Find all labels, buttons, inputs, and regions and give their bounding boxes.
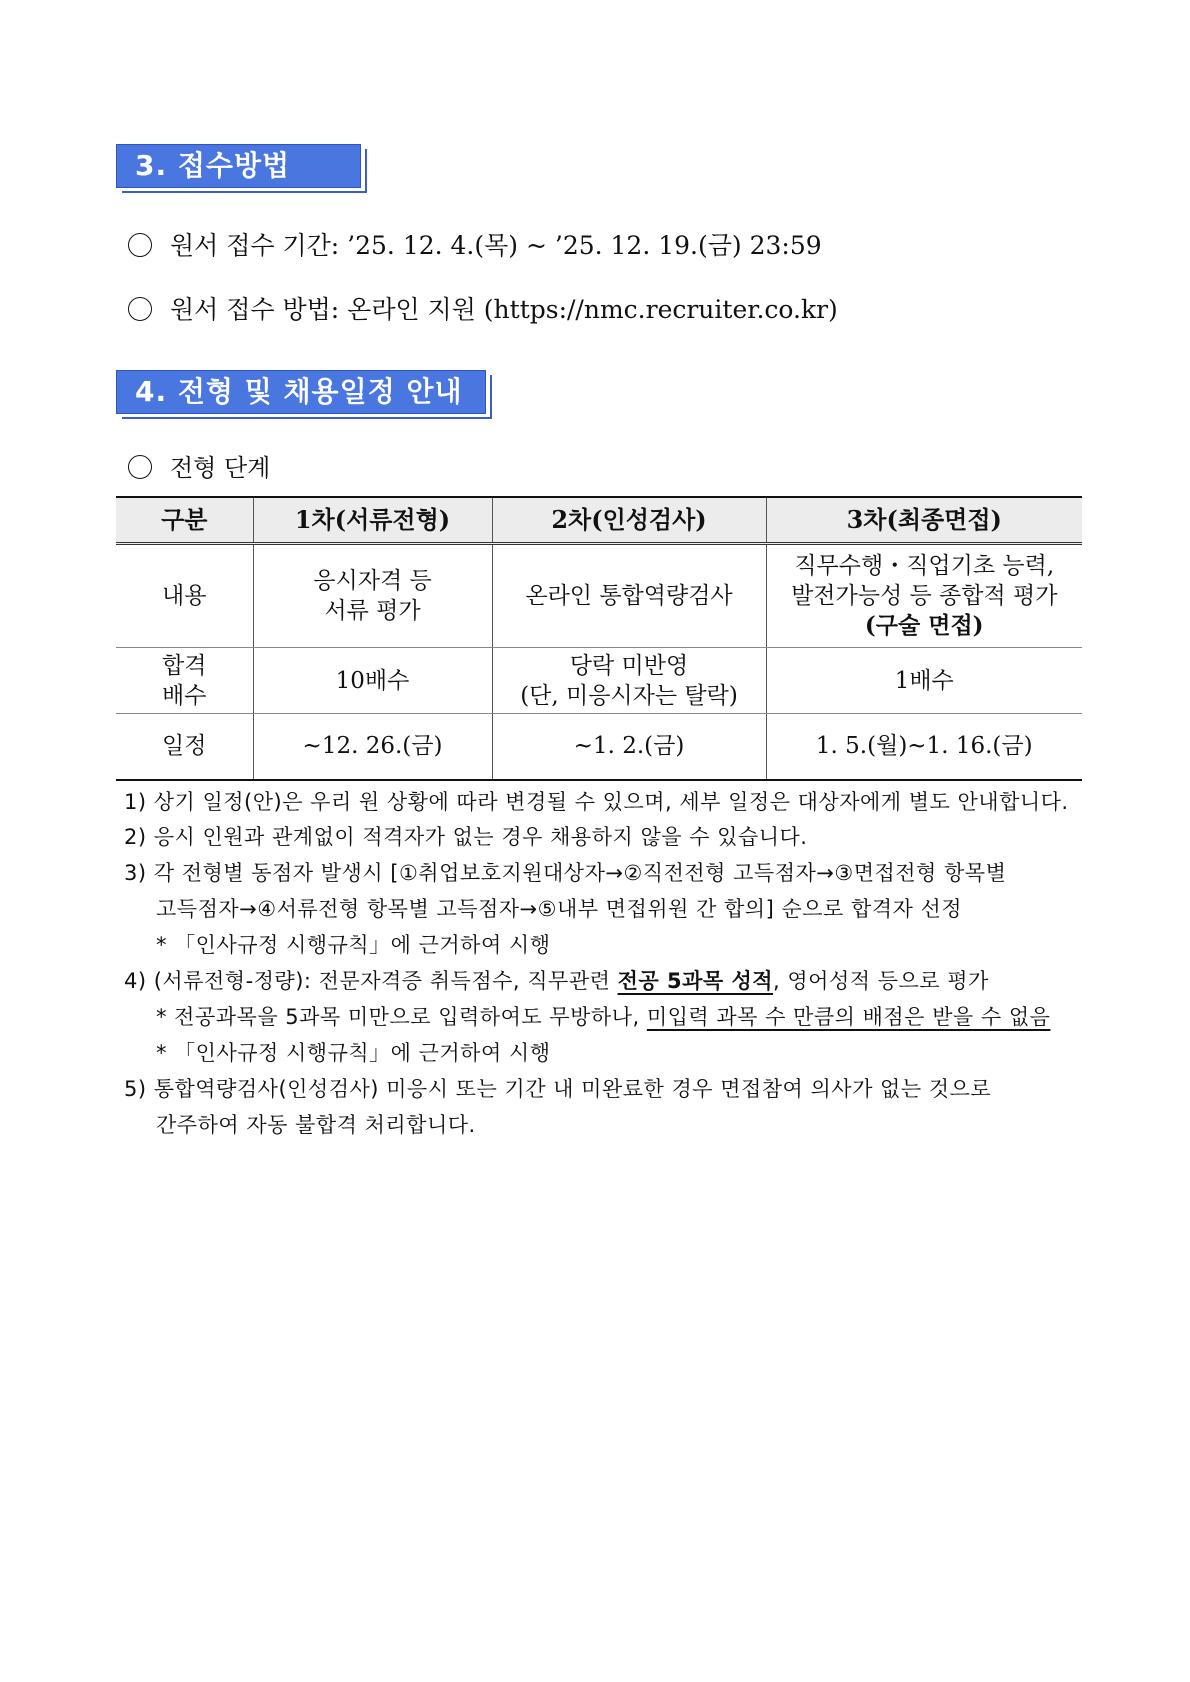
header-category: 구분 (116, 497, 253, 544)
stage-3-content-text: 직무수행・직업기초 능력, 발전가능성 등 종합적 평가 (791, 553, 1058, 609)
note-4-major-subjects: 전공 5과목 성적 (617, 969, 774, 993)
header-stage-2: 2차(인성검사) (492, 497, 766, 544)
bullet-application-method (128, 290, 838, 326)
stage-3-oral-interview: (구술 면접) (864, 612, 984, 639)
application-period-text: 원서 접수 기간: ’25. 12. 4.(목) ~ ’25. 12. 19.(금) 23:59 (170, 231, 822, 260)
section-4-title: 4. 전형 및 채용일정 안내 (116, 370, 486, 414)
cell-stage-1-multiple: 10배수 (253, 648, 492, 714)
row-label-pass-multiple: 합격 배수 (116, 648, 253, 714)
cell-stage-3-schedule: 1. 5.(월)~1. 16.(금) (766, 714, 1082, 780)
section-4-header (116, 370, 486, 414)
selection-schedule-table (116, 496, 1082, 781)
note-4b-text-pre: * 전공과목을 5과목 미만으로 입력하여도 무방하나, (156, 1005, 647, 1029)
table-row (116, 648, 1082, 714)
note-4b-underlined: 미입력 과목 수 만큼의 배점은 받을 수 없음 (646, 1005, 1051, 1029)
bullet-selection-stages (128, 448, 270, 483)
row-label-content: 내용 (116, 544, 253, 648)
selection-stages-text: 전형 단계 (170, 454, 271, 482)
cell-stage-1-schedule: ~12. 26.(금) (253, 714, 492, 780)
note-4-asterisk: * 「인사규정 시행규칙」에 근거하여 시행 (156, 1041, 551, 1065)
note-1: 1) 상기 일정(안)은 우리 원 상황에 따라 변경될 수 있으며, 세부 일정은 대상자에게 별도 안내합니다. (124, 790, 1069, 814)
note-4-line-2 (156, 1002, 1050, 1032)
note-3-line-2: 고득점자→④서류전형 항목별 고득점자→⑤내부 면접위원 간 합의] 순으로 합격자 선정 (156, 897, 963, 921)
section-3-header (116, 144, 361, 188)
note-5-line-1: 5) 통합역량검사(인성검사) 미응시 또는 기간 내 미완료한 경우 면접참여 의사가 없는 것으로 (124, 1077, 992, 1101)
note-4-text-pre: 4) (서류전형-정량): 전문자격증 취득점수, 직무관련 (124, 969, 618, 993)
circle-bullet-icon (128, 297, 152, 321)
row-label-schedule: 일정 (116, 714, 253, 780)
table-header-row (116, 497, 1082, 544)
cell-stage-3-multiple: 1배수 (766, 648, 1082, 714)
circle-bullet-icon (128, 455, 152, 479)
cell-stage-2-content: 온라인 통합역량검사 (492, 544, 766, 648)
note-3-line-1: 3) 각 전형별 동점자 발생시 [①취업보호지원대상자→②직전전형 고득점자→③면접전형 항목별 (124, 861, 1007, 885)
cell-stage-3-content (766, 544, 1082, 648)
section-3-title: 3. 접수방법 (116, 144, 361, 188)
circle-bullet-icon (128, 233, 152, 257)
header-stage-3: 3차(최종면접) (766, 497, 1082, 544)
table-row (116, 544, 1082, 648)
bullet-application-period (128, 226, 822, 262)
cell-stage-2-multiple: 당락 미반영 (단, 미응시자는 탈락) (492, 648, 766, 714)
application-method-text: 원서 접수 방법: 온라인 지원 (https://nmc.recruiter.co.kr) (170, 295, 838, 324)
header-stage-1: 1차(서류전형) (253, 497, 492, 544)
cell-stage-1-content: 응시자격 등 서류 평가 (253, 544, 492, 648)
cell-stage-2-schedule: ~1. 2.(금) (492, 714, 766, 780)
note-2: 2) 응시 인원과 관계없이 적격자가 없는 경우 채용하지 않을 수 있습니다. (124, 825, 808, 849)
note-3-asterisk: * 「인사규정 시행규칙」에 근거하여 시행 (156, 933, 551, 957)
table-row (116, 714, 1082, 780)
note-4-text-post: , 영어성적 등으로 평가 (773, 969, 989, 993)
note-4-line-1 (124, 966, 989, 996)
note-5-line-2: 간주하여 자동 불합격 처리합니다. (156, 1113, 476, 1137)
